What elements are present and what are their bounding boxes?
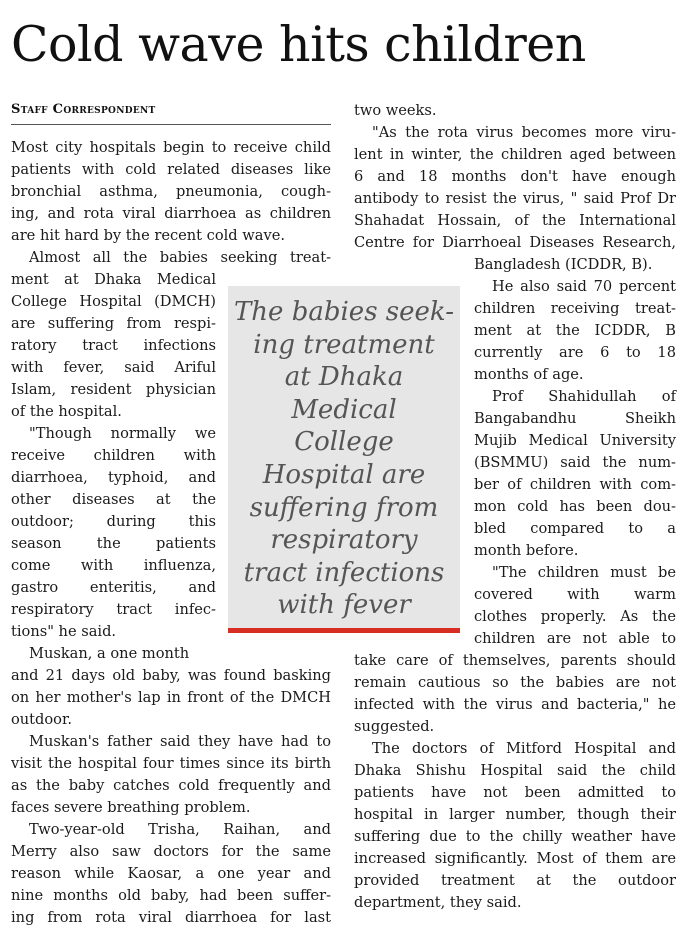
right-column-line: Shahadat Hossain, of the International [354,212,676,229]
left-column-line: "Though normally we [29,424,216,442]
right-column-line: Bangabandhu Sheikh [474,410,676,427]
left-column-line: Almost all the babies seeking treat- [29,248,331,266]
left-column-line: of the hospital. [11,402,122,420]
right-column-line: take care of themselves, parents should [354,652,676,669]
right-column-line: 6 and 18 months don't have enough [354,168,676,185]
left-column-line: visit the hospital four times since its birth [11,754,331,772]
left-column-line: Merry also saw doctors for the same [11,842,331,860]
right-column-line: ment at the ICDDR, B [474,322,676,339]
right-column-line: department, they said. [354,894,522,911]
left-column-line: Muskan, a one month [29,644,190,662]
left-column-line: faces severe breathing problem. [11,798,251,816]
left-column-line: receive children with [11,446,216,464]
right-column-line: Dhaka Shishu Hospital said the child [354,762,676,779]
right-column-line: suffering due to the chilly weather have [354,828,676,845]
right-column-line: He also said 70 percent [492,278,676,295]
left-column-line: season the patients [11,534,216,552]
right-column-line: mon cold has been dou- [474,498,676,515]
left-column-line: are suffering from respi- [11,314,216,332]
left-column-line: ratory tract infections [11,336,216,354]
right-column-line: Centre for Diarrhoeal Diseases Research, [354,234,676,251]
right-column-line: hospital in larger number, though their [354,806,676,823]
right-column-line: suggested. [354,718,435,735]
right-column-line: The doctors of Mitford Hospital and [372,740,676,757]
left-column-line: Two-year-old Trisha, Raihan, and [29,820,331,838]
right-column-line: bled compared to a [474,520,676,537]
right-column-line: (BSMMU) said the num- [474,454,676,471]
right-column-line: infected with the virus and bacteria," he [354,696,676,713]
right-column-line: children receiving treat- [474,300,676,317]
byline: Staff Correspondent [11,100,331,125]
headline: Cold wave hits children [11,16,586,73]
right-column-line: Bangladesh (ICDDR, B). [474,256,653,273]
left-column-line: Islam, resident physician [11,380,216,398]
left-column-line: bronchial asthma, pneumonia, cough- [11,182,331,200]
left-column-line: ing from rota viral diarrhoea for last [11,908,331,926]
right-column-line: increased significantly. Most of them are [354,850,676,867]
right-column-line: patients have not been admitted to [354,784,676,801]
left-column-line: nine months old baby, had been suffer- [11,886,331,904]
right-column-line: children are not able to [474,630,676,647]
left-column-line: College Hospital (DMCH) [11,292,216,310]
left-column-line: and 21 days old baby, was found basking [11,666,331,684]
right-column-line: Prof Shahidullah of [492,388,676,405]
right-column-line: Mujib Medical University [474,432,676,449]
left-column-line: with fever, said Ariful [11,358,216,376]
left-column-line: on her mother's lap in front of the DMCH [11,688,331,706]
right-column-line: remain cautious so the babies are not [354,674,676,691]
left-column-line: ment at Dhaka Medical [11,270,216,288]
left-column-line: other diseases at the [11,490,216,508]
right-column-line: antibody to resist the virus, " said Prof Dr [354,190,676,207]
right-column-line: currently are 6 to 18 [474,344,676,361]
pull-quote-box [228,286,460,633]
right-column-line: month before. [474,542,579,559]
right-column-line: two weeks. [354,102,437,119]
right-column-line: months of age. [474,366,584,383]
right-column-line: covered with warm [474,586,676,603]
right-column-line: ber of children with com- [474,476,676,493]
left-column-line: Muskan's father said they have had to [29,732,331,750]
right-column-line: "The children must be [492,564,676,581]
left-column-line: diarrhoea, typhoid, and [11,468,216,486]
left-column-line: gastro enteritis, and [11,578,216,596]
left-column-line: respiratory tract infec- [11,600,216,618]
left-column-line: tions" he said. [11,622,117,640]
left-column-line: come with influenza, [11,556,216,574]
right-column-line: "As the rota virus becomes more viru- [372,124,676,141]
left-column-line: Most city hospitals begin to receive child [11,138,331,156]
pull-quote-text: The babies seek- ing treatment at Dhaka Medical College Hospital are suffering from respiratory tract infections with fever [233,297,455,621]
left-column-line: as the baby catches cold frequently and [11,776,331,794]
left-column-line: outdoor; during this [11,512,216,530]
left-column-line: are hit hard by the recent cold wave. [11,226,285,244]
right-column-line: lent in winter, the children aged between [354,146,676,163]
right-column-line: provided treatment at the outdoor [354,872,676,889]
right-column-line: clothes properly. As the [474,608,676,625]
left-column-line: outdoor. [11,710,72,728]
left-column-line: reason while Kaosar, a one year and [11,864,331,882]
left-column-line: patients with cold related diseases like [11,160,331,178]
left-column-line: ing, and rota viral diarrhoea as children [11,204,331,222]
